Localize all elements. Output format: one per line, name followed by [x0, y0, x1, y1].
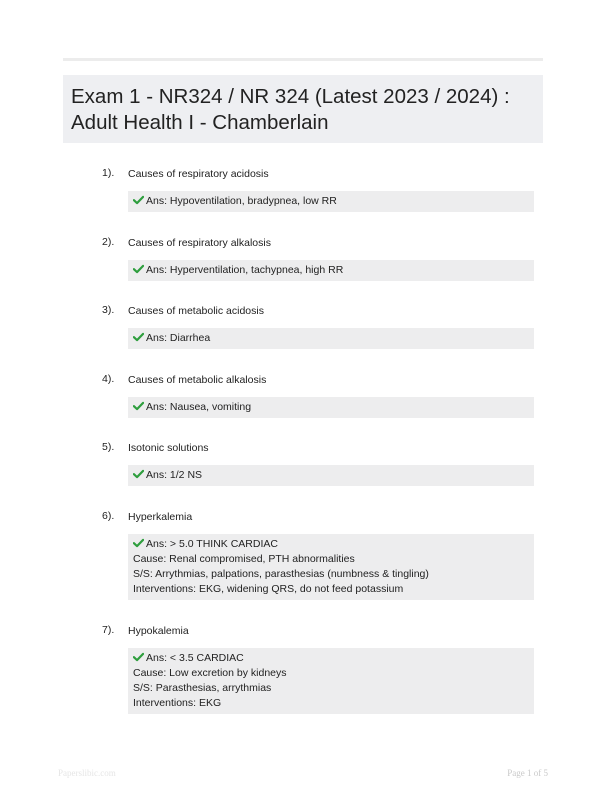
- question-text: Causes of respiratory alkalosis: [128, 237, 271, 249]
- answer-detail-line: [133, 582, 528, 597]
- answer-line: [133, 537, 528, 552]
- question-number: 7).: [102, 624, 115, 636]
- answer-box: [128, 534, 534, 600]
- question-text: Isotonic solutions: [128, 442, 209, 454]
- check-icon: [133, 652, 144, 662]
- top-rule: [63, 58, 543, 61]
- question-text: Causes of metabolic acidosis: [128, 305, 264, 317]
- check-icon: [133, 538, 144, 548]
- answer-box: [128, 465, 534, 486]
- answer-detail-line: [133, 666, 528, 681]
- answer-text: S/S: Parasthesias, arrythmias: [133, 682, 272, 694]
- answer-line: [133, 331, 528, 346]
- answer-text: Ans: 1/2 NS: [146, 469, 203, 481]
- answer-text: Cause: Renal compromised, PTH abnormalities: [133, 553, 355, 565]
- question-number: 4).: [102, 373, 115, 385]
- question-number: 6).: [102, 510, 115, 522]
- title-box: [63, 75, 543, 143]
- check-icon: [133, 332, 144, 342]
- answer-detail-line: [133, 696, 528, 711]
- answer-text: Ans: Diarrhea: [146, 332, 211, 344]
- answer-line: [133, 194, 528, 209]
- answer-text: S/S: Arrythmias, palpations, parasthesias (numbness & tingling): [133, 568, 429, 580]
- answer-text: Ans: > 5.0 THINK CARDIAC: [146, 538, 278, 550]
- check-icon: [133, 469, 144, 479]
- answer-detail-line: [133, 681, 528, 696]
- answer-text: Ans: Hypoventilation, bradypnea, low RR: [146, 195, 337, 207]
- answer-line: [133, 400, 528, 415]
- answer-text: Interventions: EKG: [133, 697, 222, 709]
- answer-text: Ans: Hyperventilation, tachypnea, high RR: [146, 264, 344, 276]
- answer-box: [128, 397, 534, 418]
- answer-box: [128, 648, 534, 714]
- document-title: Exam 1 - NR324 / NR 324 (Latest 2023 / 2024) : Adult Health I - Chamberlain: [71, 85, 510, 134]
- page-number: Page 1 of 5: [507, 768, 548, 778]
- answer-detail-line: [133, 552, 528, 567]
- check-icon: [133, 195, 144, 205]
- question-text: Causes of respiratory acidosis: [128, 168, 269, 180]
- answer-detail-line: [133, 567, 528, 582]
- question-number: 1).: [102, 167, 115, 179]
- answer-line: [133, 651, 528, 666]
- answer-line: [133, 468, 528, 483]
- question-number: 3).: [102, 304, 115, 316]
- answer-line: [133, 263, 528, 278]
- answer-text: Ans: Nausea, vomiting: [146, 401, 252, 413]
- answer-box: [128, 260, 534, 281]
- answer-text: Ans: < 3.5 CARDIAC: [146, 652, 244, 664]
- check-icon: [133, 401, 144, 411]
- question-number: 5).: [102, 441, 115, 453]
- answer-text: Cause: Low excretion by kidneys: [133, 667, 287, 679]
- answer-text: Interventions: EKG, widening QRS, do not feed potassium: [133, 583, 404, 595]
- question-text: Causes of metabolic alkalosis: [128, 374, 267, 386]
- question-text: Hypokalemia: [128, 625, 189, 637]
- answer-box: [128, 191, 534, 212]
- answer-box: [128, 328, 534, 349]
- footer-watermark: Paperslibic.com: [58, 768, 116, 778]
- question-text: Hyperkalemia: [128, 511, 193, 523]
- check-icon: [133, 264, 144, 274]
- question-number: 2).: [102, 236, 115, 248]
